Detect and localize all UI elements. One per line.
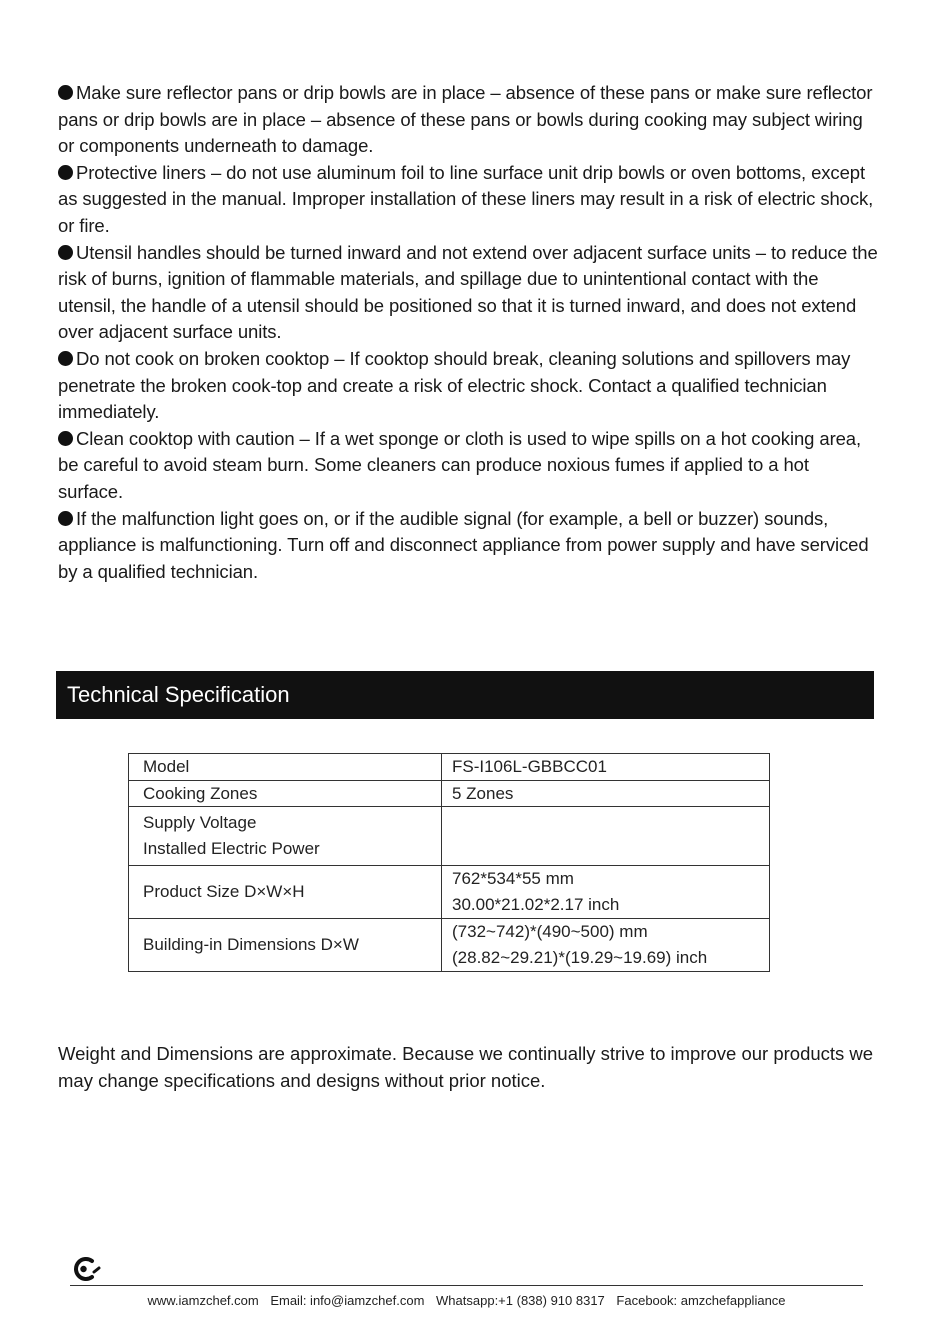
bullet-dot-icon xyxy=(58,85,73,100)
bullet-dot-icon xyxy=(58,431,73,446)
spec-value: 762*534*55 mm xyxy=(452,869,574,888)
safety-item: Protective liners – do not use aluminum foil to line surface unit drip bowls or oven bottoms, except as suggested in the manual. Improper installation of these liners may result in a risk of electric shock, or fire. xyxy=(58,161,874,236)
table-row xyxy=(129,866,770,919)
footer-whatsapp: Whatsapp:+1 (838) 910 8317 xyxy=(436,1293,605,1308)
bullet-dot-icon xyxy=(58,245,73,260)
bullet-dot-icon xyxy=(58,351,73,366)
safety-item: Utensil handles should be turned inward and not extend over adjacent surface units – to reduce the risk of burns, ignition of flammable materials, and spillage due to unintentional contact with the utensil, the handle of a utensil should be positioned so that it is turned inward, and does not extend over adjacent surface units. xyxy=(58,241,878,343)
brand-logo-icon xyxy=(70,1255,102,1283)
footer-contact xyxy=(0,1293,933,1308)
spec-label: Building-in Dimensions D×W xyxy=(129,919,442,972)
footer-website-link[interactable]: www.iamzchef.com xyxy=(147,1293,259,1308)
spec-label-group xyxy=(129,807,442,866)
disclaimer-note: Weight and Dimensions are approximate. Because we continually strive to improve our products we may change specifications and designs without prior notice. xyxy=(58,1043,874,1091)
spec-value: FS-I106L-GBBCC01 xyxy=(442,754,770,781)
spec-label: Product Size D×W×H xyxy=(129,866,442,919)
spec-label: Installed Electric Power xyxy=(143,839,320,858)
spec-label: Supply Voltage xyxy=(143,813,257,832)
bullet-dot-icon xyxy=(58,511,73,526)
spec-heading: Technical Specification xyxy=(67,682,290,707)
spec-value: (732~742)*(490~500) mm xyxy=(452,922,648,941)
footer-email[interactable]: Email: info@iamzchef.com xyxy=(270,1293,425,1308)
safety-item: Clean cooktop with caution – If a wet sponge or cloth is used to wipe spills on a hot cooking area, be careful to avoid steam burn. Some cleaners can produce noxious fumes if applied to a hot surface. xyxy=(58,427,862,502)
spec-value: 30.00*21.02*2.17 inch xyxy=(452,895,620,914)
spec-value-group xyxy=(442,919,770,972)
spec-value: 5 Zones xyxy=(442,781,770,807)
spec-section-header xyxy=(56,671,874,719)
footer-divider xyxy=(70,1285,863,1286)
spec-value-group xyxy=(442,866,770,919)
safety-item: Do not cook on broken cooktop – If cooktop should break, cleaning solutions and spillovers may penetrate the broken cook-top and create a risk of electric shock. Contact a qualified technician immediately. xyxy=(58,347,851,423)
spec-table xyxy=(128,753,770,972)
spec-label: Model xyxy=(129,754,442,781)
table-row xyxy=(129,807,770,866)
spec-value xyxy=(442,807,770,866)
safety-item: Make sure reflector pans or drip bowls are in place – absence of these pans or make sure reflector pans or drip bowls are in place – absence of these pans or bowls during cooking may subject wiring or components underneath to damage. xyxy=(58,82,873,157)
table-row xyxy=(129,754,770,781)
safety-item: If the malfunction light goes on, or if the audible signal (for example, a bell or buzzer) sounds, appliance is malfunctioning. Turn off and disconnect appliance from power supply and have serviced by a qualified technician. xyxy=(58,507,869,582)
bullet-dot-icon xyxy=(58,165,73,180)
spec-value: (28.82~29.21)*(19.29~19.69) inch xyxy=(452,948,708,967)
safety-instructions xyxy=(58,80,878,585)
spec-label: Cooking Zones xyxy=(129,781,442,807)
table-row xyxy=(129,781,770,807)
table-row xyxy=(129,919,770,972)
footer-facebook: Facebook: amzchefappliance xyxy=(616,1293,786,1308)
